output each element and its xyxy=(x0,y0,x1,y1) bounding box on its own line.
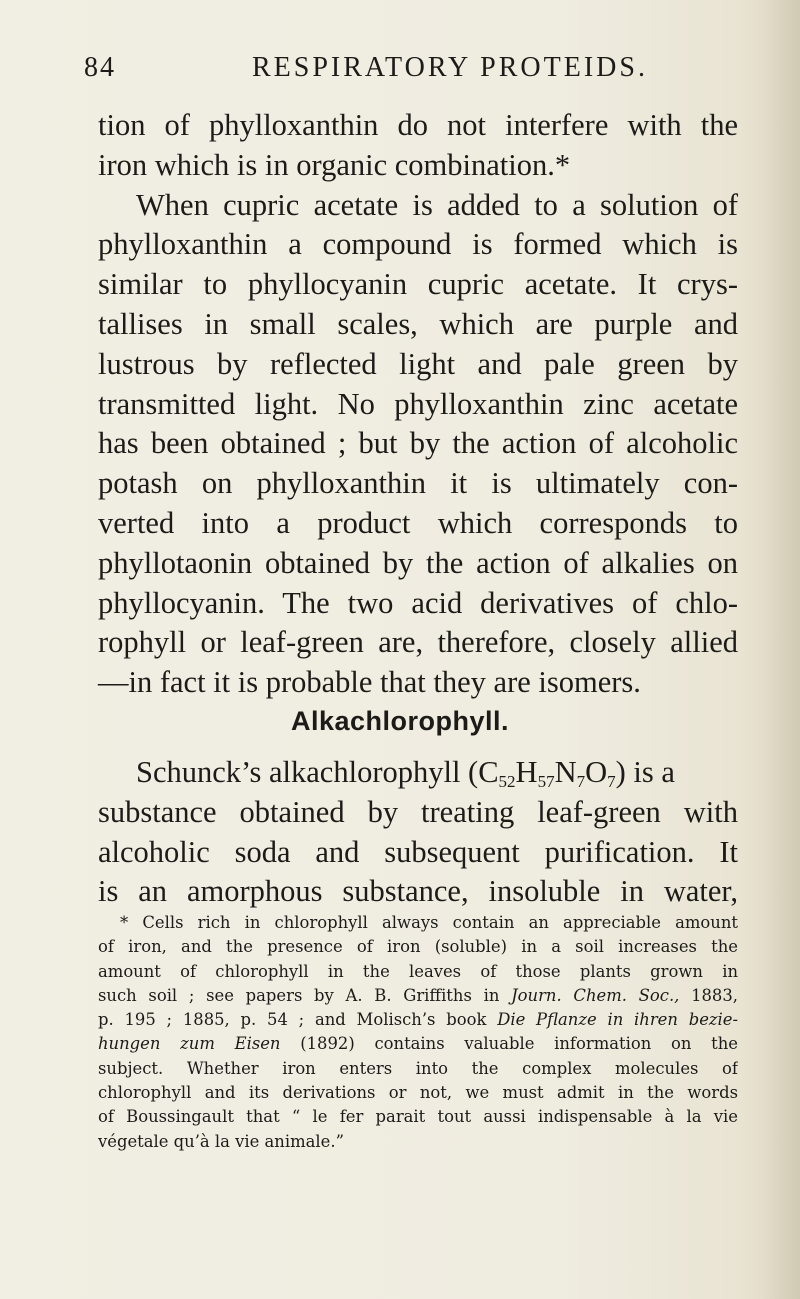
running-head-title: RESPIRATORY PROTEIDS. xyxy=(252,52,648,83)
text-line: lustrous by reflected light and pale green by xyxy=(98,346,738,381)
footnote-line xyxy=(98,1008,738,1032)
text-line: transmitted light. No phylloxanthin zinc acetate xyxy=(98,386,738,421)
text-line: tion of phylloxanthin do not interfere with the xyxy=(98,108,738,142)
text-line: potash on phylloxanthin it is ultimately con- xyxy=(98,466,738,501)
text-fragment: N xyxy=(554,755,577,789)
main-text xyxy=(98,106,738,703)
main-text-continued xyxy=(98,752,738,911)
text-line: has been obtained ; but by the action of alcoholic xyxy=(98,426,738,461)
text-fragment: ) is a xyxy=(615,755,675,789)
book-title: Die Pflanze in ihren bezie- xyxy=(497,1010,738,1030)
text-fragment: H xyxy=(515,755,538,789)
text-fragment: 1883, xyxy=(679,985,738,1005)
book-title: hungen zum Eisen xyxy=(98,1034,281,1054)
journal-title: Journ. Chem. Soc., xyxy=(511,985,680,1005)
footnote-line: of Boussingault that “ le fer parait tout aussi indispensable à la vie xyxy=(98,1107,738,1127)
text-line-formula xyxy=(98,752,738,792)
text-fragment: (1892) contains valuable information on the xyxy=(280,1034,738,1054)
subscript: 52 xyxy=(498,772,516,791)
text-fragment: p. 195 ; 1885, p. 54 ; and Molisch’s book xyxy=(98,1010,498,1030)
text-line: phyllocyanin. The two acid derivatives of chlo- xyxy=(98,585,738,620)
text-line: When cupric acetate is added to a solution of xyxy=(136,187,738,222)
subscript: 7 xyxy=(607,772,616,791)
text-line: is an amorphous substance, insoluble in water, xyxy=(98,874,738,909)
text-line: tallises in small scales, which are purple and xyxy=(98,306,738,341)
text-fragment: O xyxy=(585,755,608,789)
footnote-line: végetale qu’à la vie animale.” xyxy=(98,1131,344,1151)
page-number: 84 xyxy=(84,52,116,83)
footnote xyxy=(98,911,738,1154)
text-line: alcoholic soda and subsequent purification. It xyxy=(98,834,738,869)
text-line: —in fact it is probable that they are isomers. xyxy=(98,665,641,700)
footnote-line: of iron, and the presence of iron (soluble) in a soil increases the xyxy=(98,937,738,957)
footnote-line: subject. Whether iron enters into the complex molecules of xyxy=(98,1058,738,1078)
text-line: verted into a product which corresponds to xyxy=(98,505,738,540)
footnote-line: chlorophyll and its derivations or not, we must admit in the words xyxy=(98,1083,738,1103)
text-line: phyllotaonin obtained by the action of alkalies on xyxy=(98,545,738,580)
text-line: similar to phyllocyanin cupric acetate. It crys- xyxy=(98,267,738,302)
subscript: 7 xyxy=(576,772,586,791)
running-head xyxy=(84,52,724,92)
text-line: substance obtained by treating leaf-green with xyxy=(98,794,738,829)
text-fragment: such soil ; see papers by A. B. Griffiths in xyxy=(98,985,512,1005)
footnote-line: * Cells rich in chlorophyll always contain an appreciable amount xyxy=(120,913,738,932)
text-line: rophyll or leaf-green are, therefore, closely allied xyxy=(98,625,738,660)
page-edge-shadow xyxy=(760,0,800,1299)
footnote-line: amount of chlorophyll in the leaves of those plants grown in xyxy=(98,961,738,981)
footnote-line xyxy=(98,1032,738,1056)
section-heading: Alkachlorophyll. xyxy=(290,706,510,736)
footnote-line xyxy=(98,984,738,1008)
text-line: iron which is in organic combination.* xyxy=(98,147,571,182)
text-fragment: Schunck’s alkachlorophyll (C xyxy=(136,755,499,789)
subscript: 57 xyxy=(537,772,555,791)
text-line: phylloxanthin a compound is formed which is xyxy=(98,227,738,262)
